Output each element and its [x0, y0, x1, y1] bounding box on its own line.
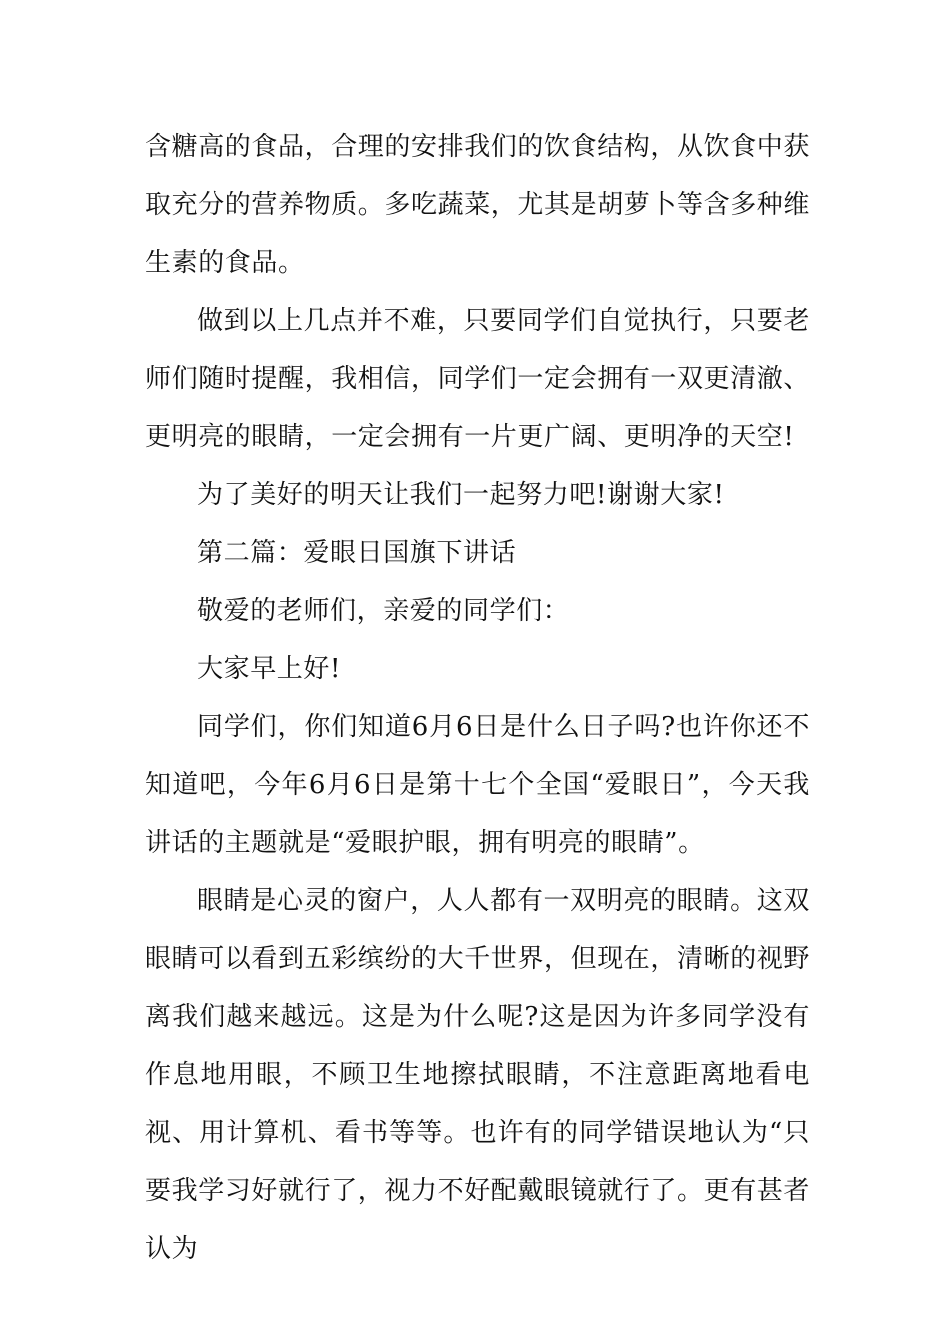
paragraph-eye-day-intro: 同学们，你们知道6月6日是什么日子吗?也许你还不知道吧，今年6月6日是第十七个全国“爱眼日”，今天我讲话的主题就是“爱眼护眼，拥有明亮的眼睛”。 — [145, 712, 810, 858]
paragraph-eyes-window: 眼睛是心灵的窗户，人人都有一双明亮的眼睛。这双眼睛可以看到五彩缤纷的大千世界，但现在，清晰的视野离我们越来越远。这是为什么呢?这是因为许多同学没有作息地用眼，不顾卫生地擦拭眼睛，不注意距离地看电视、用计算机、看书等等。也许有的同学错误地认为“只要我学习好就行了，视力不好配戴眼镜就行了。更有甚者认为 — [145, 886, 811, 1264]
paragraph-closing-thanks: 为了美好的明天让我们一起努力吧!谢谢大家! — [197, 480, 725, 510]
paragraph-not-difficult: 做到以上几点并不难，只要同学们自觉执行，只要老师们随时提醒，我相信，同学们一定会拥有一双更清澈、更明亮的眼睛，一定会拥有一片更广阔、更明净的天空! — [145, 306, 811, 452]
paragraph-food-continuation: 含糖高的食品，合理的安排我们的饮食结构，从饮食中获取充分的营养物质。多吃蔬菜，尤其是胡萝卜等含多种维生素的食品。 — [145, 132, 811, 278]
paragraph-salutation: 敬爱的老师们，亲爱的同学们： — [197, 596, 570, 626]
paragraph-greeting: 大家早上好! — [197, 654, 342, 684]
document-body — [145, 118, 810, 1278]
section-heading-second-article: 第二篇：爱眼日国旗下讲话 — [197, 538, 517, 568]
